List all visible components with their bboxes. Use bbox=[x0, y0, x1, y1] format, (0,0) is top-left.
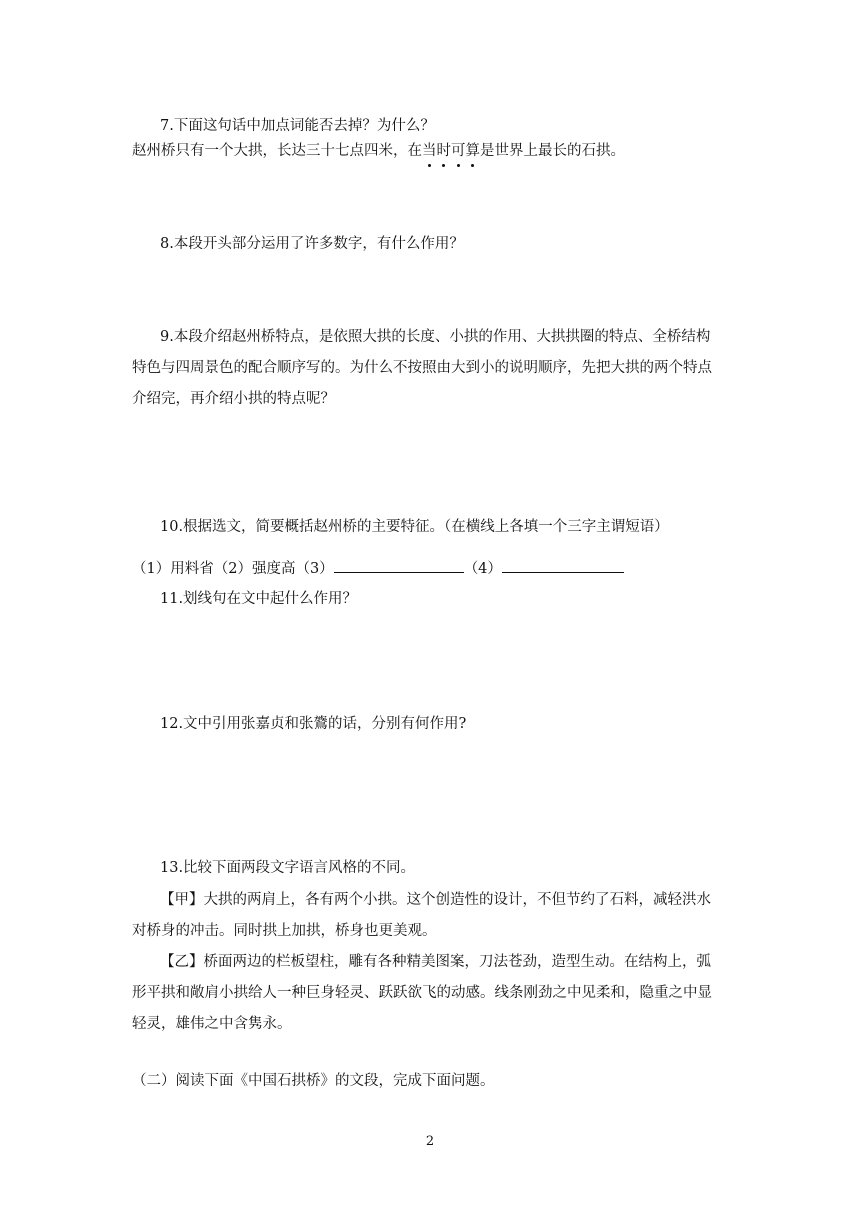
q7-sentence-after: 是世界上最长的石拱。 bbox=[480, 143, 625, 159]
emphasis-dot-char: 时 bbox=[436, 143, 451, 159]
page-number: 2 bbox=[425, 1134, 435, 1149]
q10-item4-prefix: （4） bbox=[463, 561, 502, 577]
passage-yi-line: 【乙】桥面两边的栏板望柱，雕有各种精美图案，刀法苍劲，造型生动。在结构上，弧 bbox=[160, 954, 711, 970]
question-12: 12.文中引用张嘉贞和张鷟的话，分别有何作用? bbox=[160, 716, 467, 732]
question-11: 11.划线句在文中起什么作用？ bbox=[160, 591, 358, 607]
question-8: 8.本段开头部分运用了许多数字，有什么作用？ bbox=[160, 236, 464, 252]
passage-jia-line: 对桥身的冲击。同时拱上加拱，桥身也更美观。 bbox=[132, 923, 437, 939]
emphasis-dot-char: 算 bbox=[465, 143, 480, 159]
answer-blank-4[interactable] bbox=[502, 558, 624, 573]
q10-items-prefix: （1）用料省（2）强度高（3） bbox=[132, 561, 334, 577]
passage-yi-line: 形平拱和敞肩小拱给人一种巨身轻灵、跃跃欲飞的动感。线条刚劲之中见柔和，隐重之中显 bbox=[132, 985, 712, 1001]
emphasis-dot-char: 可 bbox=[451, 143, 466, 159]
question-10-items bbox=[132, 558, 624, 579]
emphasis-dot-char: 当 bbox=[422, 143, 437, 159]
question-10-title: 10.根据选文，简要概括赵州桥的主要特征。（在横线上各填一个三字主谓短语） bbox=[160, 519, 669, 535]
question-9-line: 9.本段介绍赵州桥特点，是依照大拱的长度、小拱的作用、大拱拱圈的特点、全桥结构 bbox=[160, 329, 711, 345]
question-9-line: 介绍完，再介绍小拱的特点呢？ bbox=[132, 391, 335, 407]
question-9-line: 特色与四周景色的配合顺序写的。为什么不按照由大到小的说明顺序，先把大拱的两个特点 bbox=[132, 360, 712, 376]
question-7-sentence bbox=[132, 141, 625, 161]
question-13-title: 13.比较下面两段文字语言风格的不同。 bbox=[160, 860, 416, 876]
passage-yi-line: 轻灵，雄伟之中含隽永。 bbox=[132, 1016, 292, 1032]
section-2-heading: （二）阅读下面《中国石拱桥》的文段，完成下面问题。 bbox=[132, 1073, 495, 1089]
q7-sentence-before: 赵州桥只有一个大拱，长达三十七点四米，在 bbox=[132, 143, 422, 159]
answer-blank-3[interactable] bbox=[334, 558, 464, 573]
question-7-title: 7.下面这句话中加点词能否去掉？为什么？ bbox=[160, 118, 435, 134]
passage-jia-line: 【甲】大拱的两肩上，各有两个小拱。这个创造性的设计，不但节约了石料，减轻洪水 bbox=[160, 892, 711, 908]
